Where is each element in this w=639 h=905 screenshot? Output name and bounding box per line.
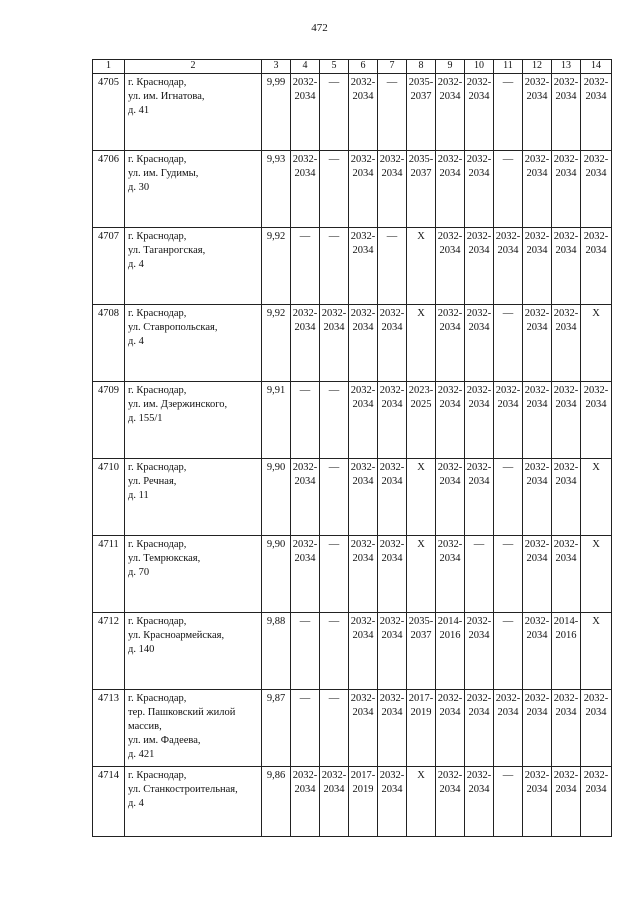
period-cell-col-8: X [407, 767, 436, 837]
period-cell-col-12: 2032- 2034 [523, 228, 552, 305]
address-line: д. 4 [128, 798, 144, 809]
period-cell-col-8: 2035- 2037 [407, 613, 436, 690]
value-cell: 9,92 [262, 305, 291, 382]
address-line: г. Краснодар, [128, 77, 187, 88]
address-cell [125, 690, 262, 767]
period-cell-col-7: 2032- 2034 [378, 767, 407, 837]
address-cell [125, 382, 262, 459]
column-header-12: 12 [523, 60, 552, 74]
table-row [93, 74, 612, 151]
period-cell-col-13: 2014- 2016 [552, 613, 581, 690]
period-cell-col-6: 2032- 2034 [349, 228, 378, 305]
period-cell-col-5: — [320, 382, 349, 459]
period-cell-col-6: 2032- 2034 [349, 613, 378, 690]
column-header-6: 6 [349, 60, 378, 74]
period-cell-col-6: 2032- 2034 [349, 305, 378, 382]
value-cell: 9,88 [262, 613, 291, 690]
period-cell-col-9: 2032- 2034 [436, 536, 465, 613]
value-cell: 9,92 [262, 228, 291, 305]
column-header-8: 8 [407, 60, 436, 74]
column-header-1: 1 [93, 60, 125, 74]
column-header-2: 2 [125, 60, 262, 74]
period-cell-col-14: X [581, 613, 612, 690]
address-line: д. 30 [128, 182, 150, 193]
period-cell-col-8: 2017- 2019 [407, 690, 436, 767]
period-cell-col-11: — [494, 305, 523, 382]
period-cell-col-6: 2032- 2034 [349, 690, 378, 767]
column-header-11: 11 [494, 60, 523, 74]
period-cell-col-10: 2032- 2034 [465, 228, 494, 305]
address-cell [125, 536, 262, 613]
period-cell-col-10: 2032- 2034 [465, 459, 494, 536]
table-row [93, 767, 612, 837]
column-header-7: 7 [378, 60, 407, 74]
period-cell-col-12: 2032- 2034 [523, 382, 552, 459]
period-cell-col-12: 2032- 2034 [523, 613, 552, 690]
address-cell [125, 151, 262, 228]
period-cell-col-14: 2032- 2034 [581, 228, 612, 305]
period-cell-col-4: — [291, 382, 320, 459]
header-row [93, 60, 612, 74]
address-line: массив, [128, 721, 162, 732]
period-cell-col-10: 2032- 2034 [465, 305, 494, 382]
value-cell: 9,86 [262, 767, 291, 837]
row-number: 4707 [93, 228, 125, 305]
value-cell: 9,90 [262, 459, 291, 536]
address-line: г. Краснодар, [128, 385, 187, 396]
period-cell-col-5: — [320, 74, 349, 151]
period-cell-col-12: 2032- 2034 [523, 536, 552, 613]
address-line: ул. Ставропольская, [128, 322, 218, 333]
period-cell-col-11: — [494, 767, 523, 837]
period-cell-col-9: 2032- 2034 [436, 151, 465, 228]
period-cell-col-13: 2032- 2034 [552, 690, 581, 767]
period-cell-col-14: 2032- 2034 [581, 690, 612, 767]
period-cell-col-7: 2032- 2034 [378, 305, 407, 382]
period-cell-col-10: 2032- 2034 [465, 690, 494, 767]
address-line: ул. Станкостроительная, [128, 784, 238, 795]
address-cell [125, 305, 262, 382]
period-cell-col-4: 2032- 2034 [291, 151, 320, 228]
period-cell-col-6: 2032- 2034 [349, 74, 378, 151]
address-line: д. 4 [128, 336, 144, 347]
period-cell-col-9: 2032- 2034 [436, 74, 465, 151]
period-cell-col-5: — [320, 151, 349, 228]
period-cell-col-12: 2032- 2034 [523, 459, 552, 536]
address-line: ул. Речная, [128, 476, 177, 487]
address-line: ул. им. Дзержинского, [128, 399, 228, 410]
period-cell-col-7: 2032- 2034 [378, 459, 407, 536]
period-cell-col-6: 2032- 2034 [349, 382, 378, 459]
period-cell-col-13: 2032- 2034 [552, 74, 581, 151]
period-cell-col-4: 2032- 2034 [291, 459, 320, 536]
address-line: ул. Таганрогская, [128, 245, 206, 256]
address-line: ул. им. Игнатова, [128, 91, 205, 102]
period-cell-col-10: 2032- 2034 [465, 382, 494, 459]
period-cell-col-8: X [407, 305, 436, 382]
row-number: 4714 [93, 767, 125, 837]
period-cell-col-7: — [378, 74, 407, 151]
period-cell-col-5: — [320, 613, 349, 690]
row-number: 4711 [93, 536, 125, 613]
address-line: ул. Темрюкская, [128, 553, 201, 564]
address-cell [125, 613, 262, 690]
row-number: 4705 [93, 74, 125, 151]
period-cell-col-11: — [494, 459, 523, 536]
address-line: д. 11 [128, 490, 149, 501]
period-cell-col-12: 2032- 2034 [523, 767, 552, 837]
address-line: д. 140 [128, 644, 155, 655]
period-cell-col-10: — [465, 536, 494, 613]
period-cell-col-13: 2032- 2034 [552, 536, 581, 613]
column-header-3: 3 [262, 60, 291, 74]
period-cell-col-8: X [407, 459, 436, 536]
table-row [93, 151, 612, 228]
address-cell [125, 767, 262, 837]
period-cell-col-5: — [320, 228, 349, 305]
period-cell-col-7: 2032- 2034 [378, 690, 407, 767]
address-line: г. Краснодар, [128, 539, 187, 550]
period-cell-col-4: — [291, 690, 320, 767]
address-line: г. Краснодар, [128, 693, 187, 704]
period-cell-col-4: — [291, 613, 320, 690]
table-row [93, 536, 612, 613]
address-line: д. 421 [128, 749, 155, 760]
column-header-9: 9 [436, 60, 465, 74]
period-cell-col-12: 2032- 2034 [523, 151, 552, 228]
period-cell-col-8: 2023- 2025 [407, 382, 436, 459]
row-number: 4712 [93, 613, 125, 690]
page-number: 472 [311, 22, 328, 34]
period-cell-col-13: 2032- 2034 [552, 228, 581, 305]
address-cell [125, 228, 262, 305]
column-header-13: 13 [552, 60, 581, 74]
period-cell-col-4: — [291, 228, 320, 305]
period-cell-col-9: 2032- 2034 [436, 459, 465, 536]
period-cell-col-11: — [494, 151, 523, 228]
period-cell-col-10: 2032- 2034 [465, 613, 494, 690]
value-cell: 9,90 [262, 536, 291, 613]
period-cell-col-9: 2032- 2034 [436, 382, 465, 459]
value-cell: 9,91 [262, 382, 291, 459]
period-cell-col-7: 2032- 2034 [378, 151, 407, 228]
period-cell-col-14: X [581, 536, 612, 613]
period-cell-col-4: 2032- 2034 [291, 74, 320, 151]
address-line: ул. им. Гудимы, [128, 168, 199, 179]
period-cell-col-11: 2032- 2034 [494, 690, 523, 767]
row-number: 4713 [93, 690, 125, 767]
period-cell-col-13: 2032- 2034 [552, 767, 581, 837]
period-cell-col-6: 2032- 2034 [349, 536, 378, 613]
period-cell-col-8: X [407, 228, 436, 305]
column-header-4: 4 [291, 60, 320, 74]
period-cell-col-11: — [494, 613, 523, 690]
address-line: ул. им. Фадеева, [128, 735, 201, 746]
address-line: г. Краснодар, [128, 154, 187, 165]
period-cell-col-9: 2014- 2016 [436, 613, 465, 690]
period-cell-col-10: 2032- 2034 [465, 74, 494, 151]
period-cell-col-14: X [581, 305, 612, 382]
address-line: д. 70 [128, 567, 150, 578]
period-cell-col-9: 2032- 2034 [436, 767, 465, 837]
period-cell-col-5: 2032- 2034 [320, 767, 349, 837]
address-line: д. 155/1 [128, 413, 163, 424]
period-cell-col-7: — [378, 228, 407, 305]
period-cell-col-11: — [494, 536, 523, 613]
address-line: г. Краснодар, [128, 231, 187, 242]
address-line: г. Краснодар, [128, 616, 187, 627]
row-number: 4708 [93, 305, 125, 382]
period-cell-col-7: 2032- 2034 [378, 613, 407, 690]
column-header-10: 10 [465, 60, 494, 74]
address-line: г. Краснодар, [128, 308, 187, 319]
period-cell-col-13: 2032- 2034 [552, 151, 581, 228]
period-cell-col-5: — [320, 690, 349, 767]
address-line: тер. Пашковский жилой [128, 707, 236, 718]
period-cell-col-9: 2032- 2034 [436, 228, 465, 305]
period-cell-col-4: 2032- 2034 [291, 305, 320, 382]
period-cell-col-12: 2032- 2034 [523, 690, 552, 767]
address-line: г. Краснодар, [128, 462, 187, 473]
period-cell-col-11: — [494, 74, 523, 151]
period-cell-col-9: 2032- 2034 [436, 305, 465, 382]
table-row [93, 690, 612, 767]
address-line: д. 41 [128, 105, 150, 116]
period-cell-col-11: 2032- 2034 [494, 228, 523, 305]
value-cell: 9,93 [262, 151, 291, 228]
address-line: ул. Красноармейская, [128, 630, 225, 641]
value-cell: 9,99 [262, 74, 291, 151]
data-table [92, 59, 612, 837]
period-cell-col-12: 2032- 2034 [523, 74, 552, 151]
value-cell: 9,87 [262, 690, 291, 767]
period-cell-col-8: X [407, 536, 436, 613]
period-cell-col-10: 2032- 2034 [465, 151, 494, 228]
period-cell-col-8: 2035- 2037 [407, 151, 436, 228]
row-number: 4706 [93, 151, 125, 228]
period-cell-col-6: 2032- 2034 [349, 459, 378, 536]
period-cell-col-5: — [320, 459, 349, 536]
period-cell-col-6: 2017- 2019 [349, 767, 378, 837]
row-number: 4709 [93, 382, 125, 459]
period-cell-col-6: 2032- 2034 [349, 151, 378, 228]
period-cell-col-14: 2032- 2034 [581, 767, 612, 837]
period-cell-col-5: 2032- 2034 [320, 305, 349, 382]
period-cell-col-8: 2035- 2037 [407, 74, 436, 151]
period-cell-col-4: 2032- 2034 [291, 536, 320, 613]
period-cell-col-14: 2032- 2034 [581, 74, 612, 151]
period-cell-col-5: — [320, 536, 349, 613]
table-body [93, 74, 612, 837]
period-cell-col-13: 2032- 2034 [552, 382, 581, 459]
period-cell-col-7: 2032- 2034 [378, 382, 407, 459]
table-row [93, 459, 612, 536]
address-line: г. Краснодар, [128, 770, 187, 781]
table-row [93, 305, 612, 382]
period-cell-col-11: 2032- 2034 [494, 382, 523, 459]
column-header-14: 14 [581, 60, 612, 74]
period-cell-col-9: 2032- 2034 [436, 690, 465, 767]
table-row [93, 382, 612, 459]
period-cell-col-14: X [581, 459, 612, 536]
period-cell-col-14: 2032- 2034 [581, 382, 612, 459]
address-cell [125, 74, 262, 151]
period-cell-col-4: 2032- 2034 [291, 767, 320, 837]
address-cell [125, 459, 262, 536]
column-header-5: 5 [320, 60, 349, 74]
address-line: д. 4 [128, 259, 144, 270]
period-cell-col-7: 2032- 2034 [378, 536, 407, 613]
table-row [93, 613, 612, 690]
period-cell-col-13: 2032- 2034 [552, 459, 581, 536]
period-cell-col-13: 2032- 2034 [552, 305, 581, 382]
period-cell-col-14: 2032- 2034 [581, 151, 612, 228]
period-cell-col-10: 2032- 2034 [465, 767, 494, 837]
row-number: 4710 [93, 459, 125, 536]
period-cell-col-12: 2032- 2034 [523, 305, 552, 382]
table-row [93, 228, 612, 305]
